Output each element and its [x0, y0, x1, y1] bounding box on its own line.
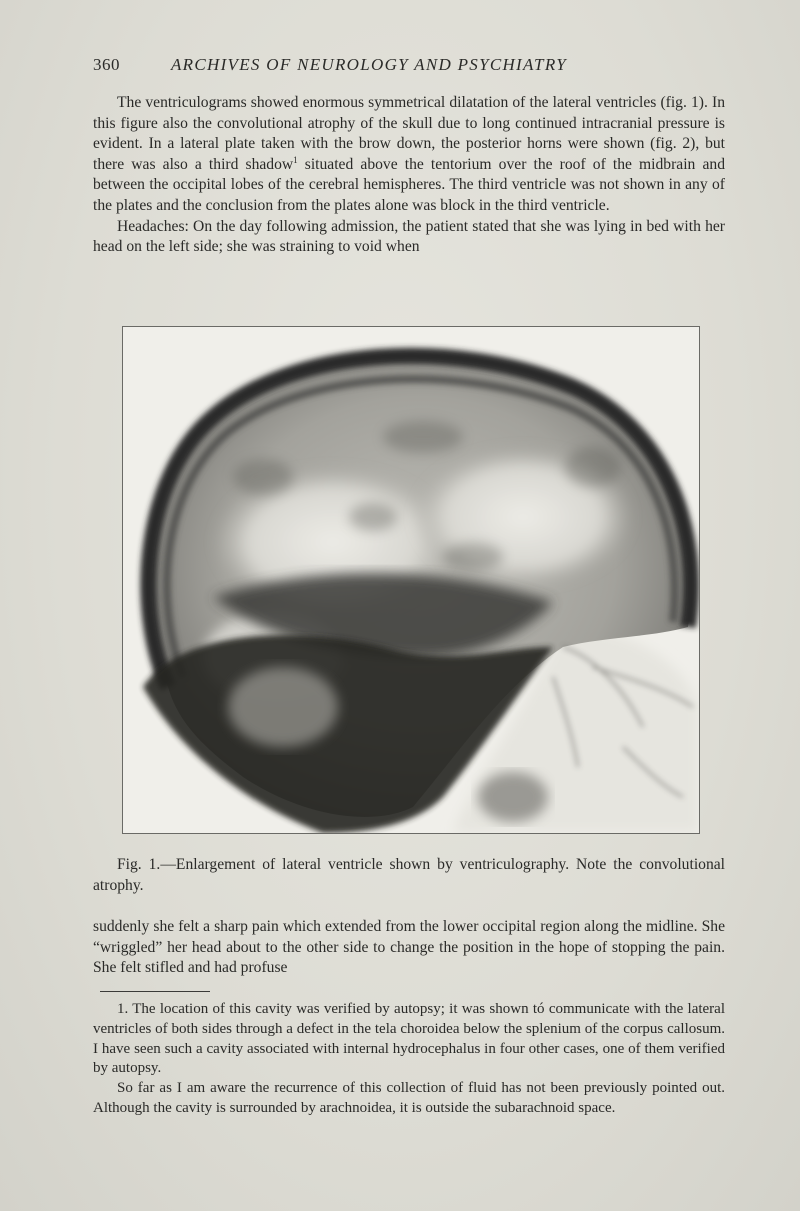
paragraph-continued: suddenly she felt a sharp pain which extended from the lower occipital region along the midline. She “wriggled” her head about to the other side to change the position in the hope of stopping the pain. She felt stifled and had profuse	[93, 918, 725, 977]
footnote-paragraph-1: 1. The location of this cavity was verified by autopsy; it was shown tó communicate with the lateral ventricles of both sides through a defect in the tela choroidea below the splenium of the corpus callosum. I have seen such a cavity associated with internal hydrocephalus in four other cases, one of them verified by autopsy.	[93, 1001, 725, 1077]
body-text-top	[93, 93, 725, 258]
skull-xray-image	[123, 327, 699, 833]
body-text-bottom	[93, 917, 725, 979]
footnote-marker: 1	[293, 154, 298, 165]
caption-text: Fig. 1.—Enlargement of lateral ventricle shown by ventriculography. Note the convolutional atrophy.	[93, 856, 725, 894]
paragraph-headaches: Headaches: On the day following admission, the patient stated that she was lying in bed with her head on the left side; she was straining to void when	[93, 217, 725, 256]
running-head	[93, 55, 733, 75]
paragraph-text: situated above the tentorium over the roof of the midbrain and between the occipital lobes of the cerebral hemispheres. The third ventricle was not shown in any of the plates and the conclusion from the plates alone was block in the third ventricle.	[93, 155, 725, 214]
figure-xray	[122, 326, 700, 834]
paragraph-text: The ventriculograms showed enormous symmetrical dilatation of the lateral ventricles (fig. 1). In this figure also the convolutional atrophy of the skull due to long continued intracranial pressure is evident. In a lateral plate taken with the brow down, the posterior horns were shown (fig. 2), but there was also a third shadow	[93, 94, 725, 173]
footnote-paragraph-2: So far as I am aware the recurrence of this collection of fluid has not been previously pointed out. Although the cavity is surrounded by arachnoidea, it is outside the subarachnoid space.	[93, 1080, 725, 1116]
journal-title: ARCHIVES OF NEUROLOGY AND PSYCHIATRY	[171, 55, 567, 74]
page-number: 360	[93, 55, 120, 74]
paragraph-ventriculograms	[93, 93, 725, 217]
footnote-rule	[100, 991, 210, 992]
footnote	[93, 1000, 725, 1119]
figure-caption	[93, 855, 725, 896]
